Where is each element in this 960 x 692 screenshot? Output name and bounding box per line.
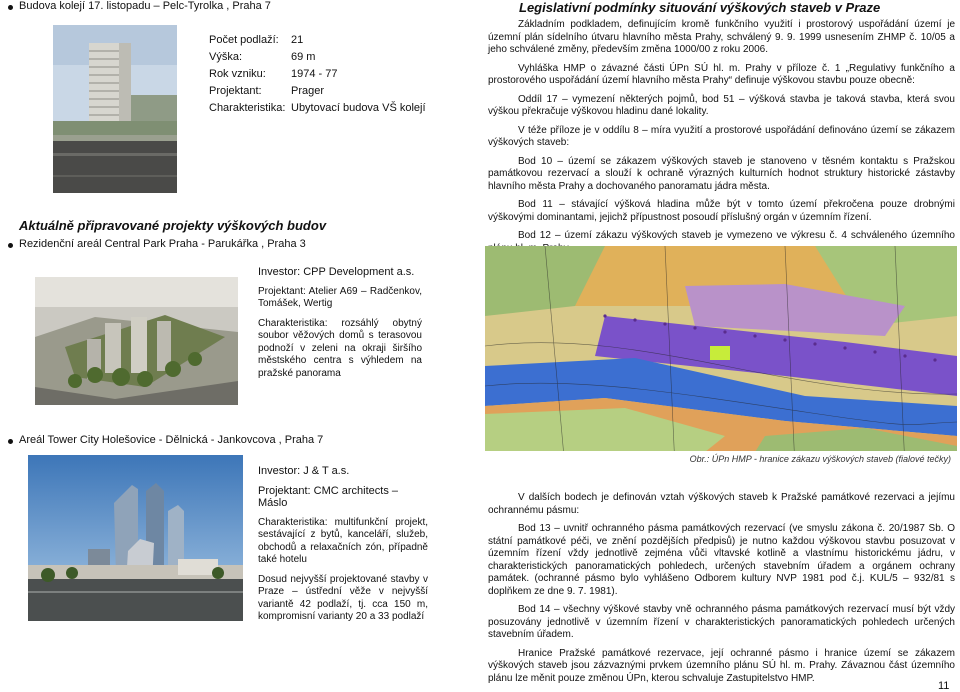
item2-details: [258, 266, 422, 380]
photo-tower-city-rendering: [28, 455, 243, 621]
paragraph: Základním podkladem, definujícím kromě funkčního využití i prostorový uspořádání území je územní plán sídelního útvaru hlavního města Prahy, schválený 9. 9. 1999 usnesením ZHMP č. 10/05 a jeho schválené změny, především změna 1000/00 z roku 2006.: [488, 19, 955, 55]
right-top-text: [488, 19, 955, 255]
paragraph: Vyhláška HMP o závazné části ÚPn SÚ hl. m. Prahy v příloze č. 1 „Regulativy funkčního a prostorového uspořádání území hlavního města Prahy“ definuje výškovou stavbu pouze obecně:: [488, 62, 955, 86]
projektant-text: Projektant: CMC architects – Máslo: [258, 484, 398, 509]
stat-label: Výška:: [209, 51, 243, 63]
vyska-text: Dosud nejvyšší projektované stavby v Praze – ústřední věže v nejvyšší variantě 42 podlaží, tj. cca 150 m, kompromisní varianty 20 a 33 podlaží: [258, 573, 428, 622]
item3-details: [258, 465, 428, 624]
stat-label: Rok vzniku:: [209, 68, 266, 80]
paragraph: V dalších bodech je definován vztah výškových staveb k Pražské památkové rezervaci a jejímu ochrannému pásmu:: [488, 492, 955, 516]
section-heading: Aktuálně připravované projekty výškových budov: [19, 218, 327, 233]
stat-label: Počet podlaží:: [209, 34, 279, 46]
bullet-icon: [8, 5, 13, 10]
bullet-icon: [8, 439, 13, 444]
paragraph: Hranice Pražské památkové rezervace, její ochranné pásmo i hranice území se zákazem výškových staveb jsou zázvaznými prvkem územního plánu SÚ hl. m. Prahy. Závaznou část územního plánu lze měnit pouze změnou ÚPn, kterou schvaluje Zastupitelstvo HMP.: [488, 647, 955, 684]
photo-dormitory-building: [53, 25, 177, 193]
stat-value: Prager: [291, 85, 325, 97]
investor-text: Investor: CPP Development a.s.: [258, 266, 415, 278]
bullet-icon: [8, 243, 13, 248]
paragraph: Oddíl 17 – vymezení některých pojmů, bod 51 – výšková stavba je taková stavba, která svou výškou překračuje výškovou hladinu dané lokality.: [488, 93, 955, 117]
charakteristika-text: Charakteristika: multifunkční projekt, sestávající z bytů, kanceláří, služeb, obchodů a relaxačních zón, případně také hotelu: [258, 516, 428, 565]
right-bottom-text: [488, 492, 955, 685]
item1-title: Budova kolejí 17. listopadu – Pelc-Tyrolka , Praha 7: [19, 0, 271, 12]
stat-value: 69 m: [291, 51, 316, 63]
paragraph: Bod 10 – území se zákazem výškových staveb je stanoveno v těsném kontaktu s Pražskou památkovou rezervací a slouží k ochraně výrazných kulturních hodnot struktury historické zástavby hlavního města Prahy a dochovaného panoramatu jádra města.: [488, 155, 955, 192]
stat-value: 21: [291, 34, 304, 46]
stat-value: 1974 - 77: [291, 68, 338, 80]
paragraph: Bod 11 – stávající výšková hladina může být v tomto území překročena pouze drobnými výškovými dominantami, jejichž přípustnost posoudí příslušný orgán v územním řízení.: [488, 199, 955, 223]
right-heading: Legislativní podmínky situování výškových staveb v Praze: [519, 0, 881, 15]
stat-label: Charakteristika:: [209, 102, 286, 114]
zoning-map-image: [485, 246, 957, 468]
paragraph: Bod 12 – území zákazu výškových staveb je vymezeno ve výkresu č. 4 schváleného územního: [518, 230, 955, 241]
investor-text: Investor: J & T a.s.: [258, 465, 350, 477]
item1-stats: [209, 34, 439, 119]
item2-title: Rezidenční areál Central Park Praha - Parukářka , Praha 3: [19, 238, 306, 250]
charakteristika-text: Charakteristika: rozsáhlý obytný soubor věžových domů s terasovou podnoží v zeleni na okraji širšího městského centra s výhledem na pražské panorama: [258, 317, 422, 379]
stat-label: Projektant:: [209, 85, 262, 97]
paragraph: V téže příloze je v oddílu 8 – míra využití a prostorové uspořádání definováno území se zákazem výškových staveb:: [488, 124, 955, 148]
item3-title: Areál Tower City Holešovice - Dělnická - Jankovcova , Praha 7: [19, 434, 324, 446]
paragraph: Bod 14 – všechny výškové stavby vně ochranného pásma památkových rezervací musí být vždy posuzovány jednotlivě v územním řízení v charakteristických panoramatických pohledech určených stavebním úřadem.: [488, 604, 955, 640]
stat-value: Ubytovací budova VŠ kolejí: [291, 102, 426, 114]
map-caption: Obr.: ÚPn HMP - hranice zákazu výškových staveb (fialové tečky): [689, 454, 951, 464]
paragraph: Bod 13 – uvnitř ochranného pásma památkových rezervací (ve smyslu zákona č. 20/1987 Sb. O státní památkové péči, ve znění pozdějších předpisů) je nutno každou výškovou stavbu posuzovat v územním řízení vždy jednotlivě zejména vůči vltavské kotlině a vlastnímu historickému jádru, v charakteristických panoramatických pohledech, určených stavebním úřadem a orgánem ochrany památek. (ochranné pásmo bylo vyhlášeno Odborem kultury NVP 1981 pod č.j. KUL/5 – 932/81 s doplňkem ze dne 9. 7. 1981).: [488, 523, 955, 597]
projektant-text: Projektant: Atelier A69 – Radčenkov, Tomášek, Wertig: [258, 285, 422, 309]
page-number: 11: [938, 680, 950, 692]
photo-central-park-rendering: [35, 277, 238, 405]
